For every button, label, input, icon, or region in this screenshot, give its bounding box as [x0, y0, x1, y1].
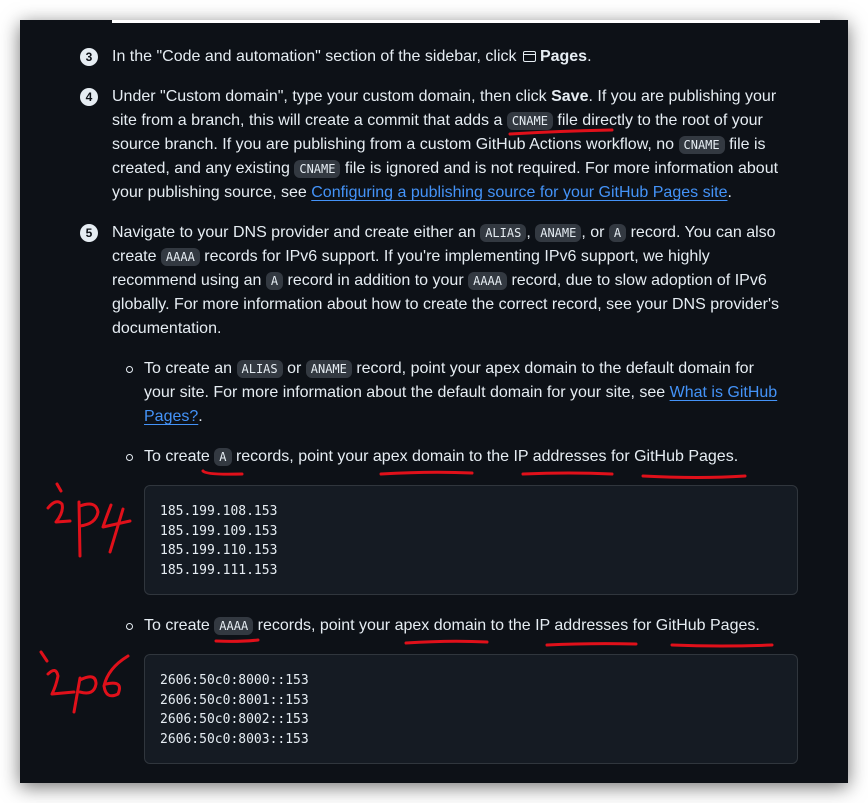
inline-code: ALIAS — [237, 360, 283, 378]
ipv6-code-block[interactable] — [144, 654, 798, 764]
text: or — [282, 360, 306, 377]
doc-link[interactable]: Configuring a publishing source for your GitHub Pages site — [311, 184, 728, 201]
text-line — [112, 317, 779, 341]
text: file directly to the root of your — [552, 112, 763, 129]
ui-term: Save — [551, 88, 589, 105]
bullet-alias-aname — [144, 357, 777, 429]
text-line — [144, 381, 777, 405]
bullet-marker — [126, 366, 133, 373]
step-number-badge: 5 — [80, 224, 98, 242]
text-line — [112, 181, 778, 205]
inline-code: AAAA — [468, 272, 507, 290]
step-5 — [85, 221, 780, 341]
text: your site. For more information about the default domain for your site, see — [144, 384, 670, 401]
step-number-badge: 4 — [80, 88, 98, 106]
step-4 — [85, 85, 779, 205]
inline-code: CNAME — [679, 136, 725, 154]
text: record. You can also — [626, 224, 776, 241]
inline-code: ALIAS — [480, 224, 526, 242]
text: Navigate to your DNS provider and create either an — [112, 224, 481, 241]
bullet-marker — [126, 454, 133, 461]
text: . — [198, 408, 203, 425]
text: create — [112, 248, 161, 265]
text-line — [112, 85, 778, 109]
text: globally. For more information about how to create the correct record, see your DNS provider's — [112, 296, 780, 313]
bullet-marker — [126, 623, 133, 630]
inline-code: A — [214, 448, 231, 466]
inline-code: A — [266, 272, 283, 290]
text: . — [587, 48, 592, 65]
ipv6-address: 2606:50c0:8001::153 — [160, 692, 309, 708]
ipv6-address: 2606:50c0:8000::153 — [160, 673, 309, 688]
inline-code: ANAME — [306, 360, 352, 378]
step-number-badge: 3 — [80, 48, 98, 66]
text-line — [144, 445, 738, 469]
text: To create — [144, 617, 215, 634]
bullet-aaaa-records — [144, 614, 760, 638]
ipv6-address: 2606:50c0:8003::153 — [160, 731, 309, 747]
inline-code: A — [609, 224, 626, 242]
text: , — [526, 224, 536, 241]
text: record, due to slow adoption of IPv6 — [507, 272, 767, 289]
text-line — [144, 357, 777, 381]
inline-code: CNAME — [507, 112, 553, 130]
text: . If you are publishing your — [588, 88, 777, 105]
text: To create an — [144, 360, 237, 377]
text: In the "Code and automation" section of the sidebar, click — [112, 48, 521, 65]
inline-code: CNAME — [294, 160, 340, 178]
text-line — [112, 157, 778, 181]
text-line — [112, 269, 779, 293]
text: record in addition to your — [283, 272, 469, 289]
text: file is ignored and is not required. For more information about — [340, 160, 779, 177]
text: your publishing source, see — [112, 184, 312, 201]
text-line — [144, 405, 777, 429]
text-line — [112, 293, 779, 317]
text: site from a branch, this will create a commit that adds a — [112, 112, 507, 129]
ipv4-address: 185.199.108.153 — [160, 504, 278, 519]
text: file is — [724, 136, 766, 153]
text-line — [144, 614, 760, 638]
browser-pages-icon — [523, 51, 536, 62]
text: , or — [581, 224, 609, 241]
text: . — [727, 184, 732, 201]
ipv6-address: 2606:50c0:8002::153 — [160, 712, 309, 727]
text: records, point your apex domain to the IP addresses for GitHub Pages. — [253, 617, 760, 634]
ipv4-address: 185.199.110.153 — [160, 543, 278, 558]
text-line — [112, 245, 779, 269]
bullet-a-records — [144, 445, 738, 469]
inline-code: ANAME — [535, 224, 581, 242]
text: documentation. — [112, 320, 222, 337]
text-line — [112, 221, 779, 245]
text: recommend using an — [112, 272, 266, 289]
text-line — [112, 109, 778, 133]
step-3 — [85, 45, 592, 69]
docs-panel — [20, 20, 848, 783]
ipv4-address: 185.199.109.153 — [160, 523, 278, 539]
text: Under "Custom domain", type your custom domain, then click — [112, 88, 552, 105]
ui-term: Pages — [539, 48, 588, 65]
ipv4-code-block[interactable] — [144, 485, 798, 595]
text: source branch. If you are publishing from a custom GitHub Actions workflow, no — [112, 136, 679, 153]
text: To create — [144, 448, 215, 465]
text: created, and any existing — [112, 160, 295, 177]
text: records, point your apex domain to the IP addresses for GitHub Pages. — [231, 448, 739, 465]
ipv4-address: 185.199.111.153 — [160, 562, 278, 578]
text: records for IPv6 support. If you're implementing IPv6 support, we highly — [199, 248, 710, 265]
inline-code: AAAA — [214, 617, 253, 635]
doc-link[interactable]: Pages? — [144, 408, 199, 425]
text-line — [112, 45, 592, 69]
text-line — [112, 133, 778, 157]
text: record, point your apex domain to the default domain for — [351, 360, 754, 377]
inline-code: AAAA — [161, 248, 200, 266]
top-divider — [112, 20, 820, 23]
doc-link[interactable]: What is GitHub — [669, 384, 778, 401]
